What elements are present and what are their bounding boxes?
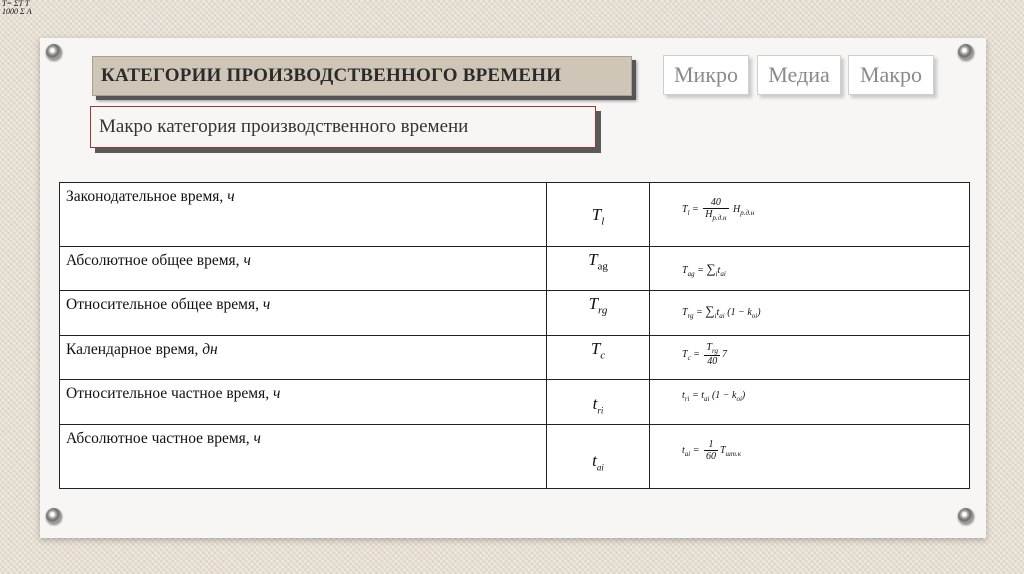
category-name: Календарное время, дн bbox=[60, 336, 547, 380]
corner-formula bbox=[2, 0, 102, 30]
category-symbol: $t_{ai}$ bbox=[547, 425, 650, 489]
category-name: Законодательное время, ч bbox=[60, 183, 547, 247]
category-formula: $t_{ri} = t_{ai}$ $(1 - k_{oi})$ bbox=[650, 380, 970, 425]
corner-formula-line2: 1000 Σ A bbox=[2, 7, 32, 16]
category-formula: $T_{ag} = \sum_it_{ai}$ bbox=[650, 247, 970, 291]
category-name: Абсолютное общее время, ч bbox=[60, 247, 547, 291]
corner-formula-line1: T= ΣT T bbox=[2, 0, 30, 8]
slide-card bbox=[40, 38, 986, 538]
pin-icon bbox=[958, 44, 974, 60]
table-row bbox=[60, 183, 970, 247]
table-row bbox=[60, 380, 970, 425]
tab-micro[interactable]: Микро bbox=[663, 55, 749, 95]
table-row bbox=[60, 336, 970, 380]
table-row bbox=[60, 247, 970, 291]
table-row bbox=[60, 291, 970, 336]
category-symbol: $T_{ag}$ bbox=[547, 247, 650, 291]
table-row bbox=[60, 425, 970, 489]
category-name: Относительное общее время, ч bbox=[60, 291, 547, 336]
pin-icon bbox=[46, 508, 62, 524]
slide-subtitle: Макро категория производственного времени bbox=[90, 106, 596, 148]
category-formula: $T_{rg} = \sum_it_{ai}$ $(1 - k_{oi})$ bbox=[650, 291, 970, 336]
tab-media[interactable]: Медиа bbox=[757, 55, 841, 95]
category-symbol: $T_{rg}$ bbox=[547, 291, 650, 336]
category-formula: $t_{ai}$ = $\frac{1}{60}$ $T_{шт.к}$ bbox=[650, 425, 970, 489]
category-name: Относительное частное время, ч bbox=[60, 380, 547, 425]
pin-icon bbox=[958, 508, 974, 524]
categories-table bbox=[59, 182, 970, 489]
category-symbol: $T_c$ bbox=[547, 336, 650, 380]
category-symbol: $t_{ri}$ bbox=[547, 380, 650, 425]
slide-title-text: КАТЕГОРИИ ПРОИЗВОДСТВЕННОГО ВРЕМЕНИ bbox=[101, 65, 562, 86]
category-symbol: $T_l$ bbox=[547, 183, 650, 247]
category-formula: $T_l$ = $\frac{40}{H_{р.д.н}}$ $H_{р.д.н}$ bbox=[650, 183, 970, 247]
slide-title bbox=[92, 56, 632, 96]
pin-icon bbox=[46, 44, 62, 60]
tab-macro[interactable]: Макро bbox=[848, 55, 934, 95]
category-formula: $T_c$ = $\frac{T_{rg}}{40}$ 7 bbox=[650, 336, 970, 380]
category-name: Абсолютное частное время, ч bbox=[60, 425, 547, 489]
